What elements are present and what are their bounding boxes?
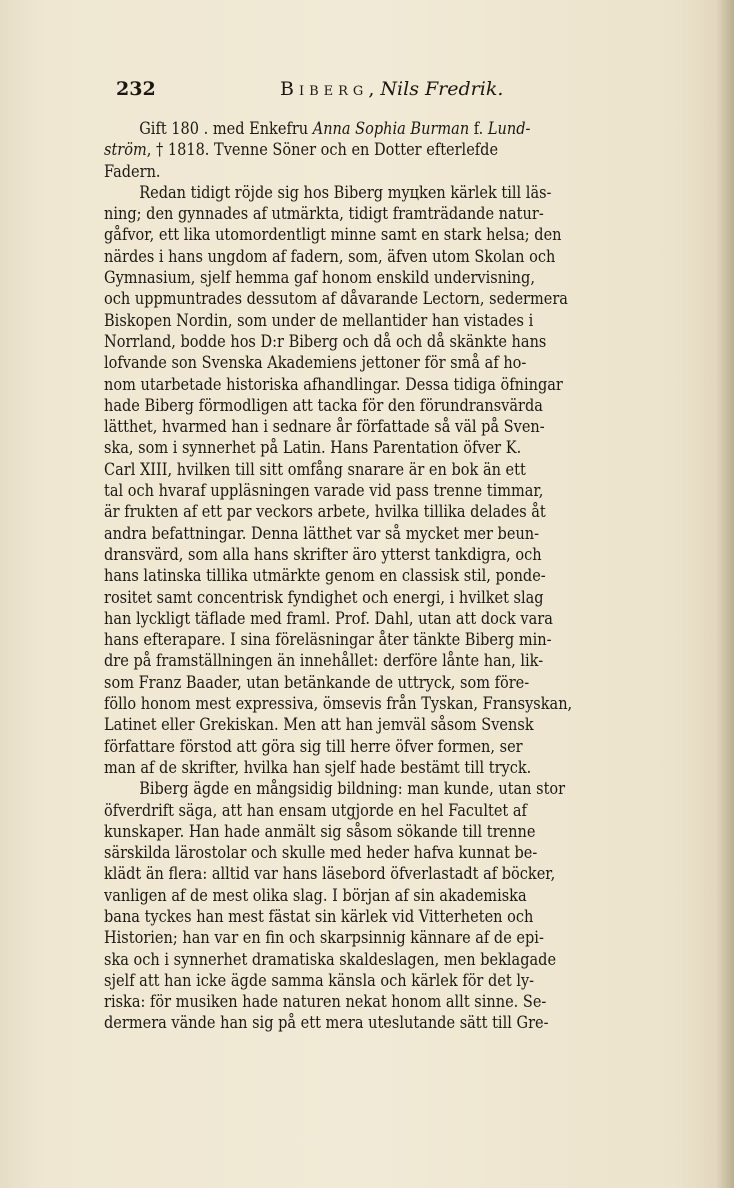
text-line xyxy=(104,139,632,160)
text-line: klädt än flera: alltid var hans läsebord öfverlastadt af böcker, xyxy=(104,864,556,884)
text-line: hans efterapare. I sina föreläsningar åter tänkte Biberg min- xyxy=(104,630,552,650)
text-line: han lyckligt täflade med framl. Prof. Dahl, utan att dock vara xyxy=(104,608,553,628)
text-line: öfverdrift säga, att han ensam utgjorde en hel Facultet af xyxy=(104,800,527,820)
text-line xyxy=(104,118,632,139)
text-line: riska: för musiken hade naturen nekat honom allt sinne. Se- xyxy=(104,992,547,1012)
spouse-surname-part: ström xyxy=(104,140,147,160)
running-head-separator: , xyxy=(368,78,375,100)
text-line: lätthet, hvarmed han i sednare år författade så väl på Sven- xyxy=(104,417,545,437)
text-line: rositet samt concentrisk fyndighet och energi, i hvilket slag xyxy=(104,587,544,607)
text-span: , † 1818. Tvenne Söner och en Dotter efterlefde xyxy=(146,140,499,160)
text-line: tal och hvaraf uppläsningen varade vid pass trenne timmar, xyxy=(104,481,544,501)
text-line: och uppmuntrades dessutom af dåvarande Lectorn, sedermera xyxy=(104,289,568,309)
text-line: dre på framställningen än innehållet: derföre lånte han, lik- xyxy=(104,651,544,671)
text-line: föllo honom mest expressiva, ömsevis från Tyskan, Fransyskan, xyxy=(104,694,573,714)
running-head-given-names: Nils Fredrik. xyxy=(380,78,504,100)
text-line: gåfvor, ett lika utomordentligt minne samt en stark helsa; den xyxy=(104,225,562,245)
text-line: dransvärd, som alla hans skrifter äro ytterst tankdigra, och xyxy=(104,544,542,564)
text-line: nom utarbetade historiska afhandlingar. Dessa tidiga öfningar xyxy=(104,374,563,394)
text-line: Biskopen Nordin, som under de mellantider han vistades i xyxy=(104,310,534,330)
text-line: Carl XIII, hvilken till sitt omfång snarare är en bok än ett xyxy=(104,459,526,479)
text-line: ska och i synnerhet dramatiska skaldeslagen, men beklagade xyxy=(104,949,557,969)
text-line: Redan tidigt röjde sig hos Biberg myцken kärlek till läs- xyxy=(139,182,552,202)
spouse-surname-part: Lund- xyxy=(487,119,531,138)
spouse-name: Anna Sophia Burman xyxy=(312,119,470,138)
body-text xyxy=(104,118,632,1034)
text-line: lofvande son Svenska Akademiens jettoner för små af ho- xyxy=(104,353,527,373)
text-line: andra befattningar. Denna lätthet var så mycket mer beun- xyxy=(104,523,540,543)
paragraph-second xyxy=(104,778,632,1034)
page-number: 232 xyxy=(116,78,156,100)
text-line: Gymnasium, sjelf hemma gaf honom enskild undervisning, xyxy=(104,268,535,288)
paragraph-main xyxy=(104,182,632,778)
text-line: närdes i hans ungdom af fadern, som, äfven utom Skolan och xyxy=(104,246,556,266)
page-header xyxy=(110,78,630,110)
text-line: hans latinska tillika utmärkte genom en classisk stil, ponde- xyxy=(104,566,546,586)
text-line: bana tyckes han mest fästat sin kärlek vid Vitterheten och xyxy=(104,906,534,926)
text-line: författare förstod att göra sig till herre öfver formen, ser xyxy=(104,736,523,756)
text-line: ska, som i synnerhet på Latin. Hans Parentation öfver K. xyxy=(104,438,522,458)
text-line: dermera vände han sig på ett mera uteslutande sätt till Gre- xyxy=(104,1013,549,1033)
text-line: kunskaper. Han hade anmält sig såsom sökande till trenne xyxy=(104,821,536,841)
running-head xyxy=(280,78,503,100)
text-line: sjelf att han icke ägde samma känsla och kärlek för det ly- xyxy=(104,970,535,990)
text-line: man af de skrifter, hvilka han sjelf hade bestämt till tryck. xyxy=(104,757,532,777)
text-line: Historien; han var en fin och skarpsinnig kännare af de epi- xyxy=(104,928,544,948)
running-head-surname: Biberg xyxy=(280,78,369,100)
text-line: Biberg ägde en mångsidig bildning: man kunde, utan stor xyxy=(139,779,566,799)
text-line: är frukten af ett par veckors arbete, hvilka tillika delades åt xyxy=(104,502,546,522)
text-span: Gift 180 . med Enkefru xyxy=(139,119,313,138)
text-span: f. xyxy=(469,119,488,138)
text-line: vanligen af de mest olika slag. I början af sin akademiska xyxy=(104,885,527,905)
paragraph-marriage xyxy=(104,118,632,182)
text-line: som Franz Baader, utan betänkande de uttryck, som före- xyxy=(104,672,530,692)
text-line: Norrland, bodde hos D:r Biberg och då och då skänkte hans xyxy=(104,331,547,351)
page-binding-shadow xyxy=(716,0,734,1188)
text-line: Fadern. xyxy=(104,161,161,181)
text-line: Latinet eller Grekiskan. Men att han jemväl såsom Svensk xyxy=(104,715,534,735)
text-line: ning; den gynnades af utmärkta, tidigt framträdande natur- xyxy=(104,204,544,224)
text-line: särskilda lärostolar och skulle med heder hafva kunnat be- xyxy=(104,843,538,863)
text-line: hade Biberg förmodligen att tacka för den förundransvärda xyxy=(104,395,543,415)
